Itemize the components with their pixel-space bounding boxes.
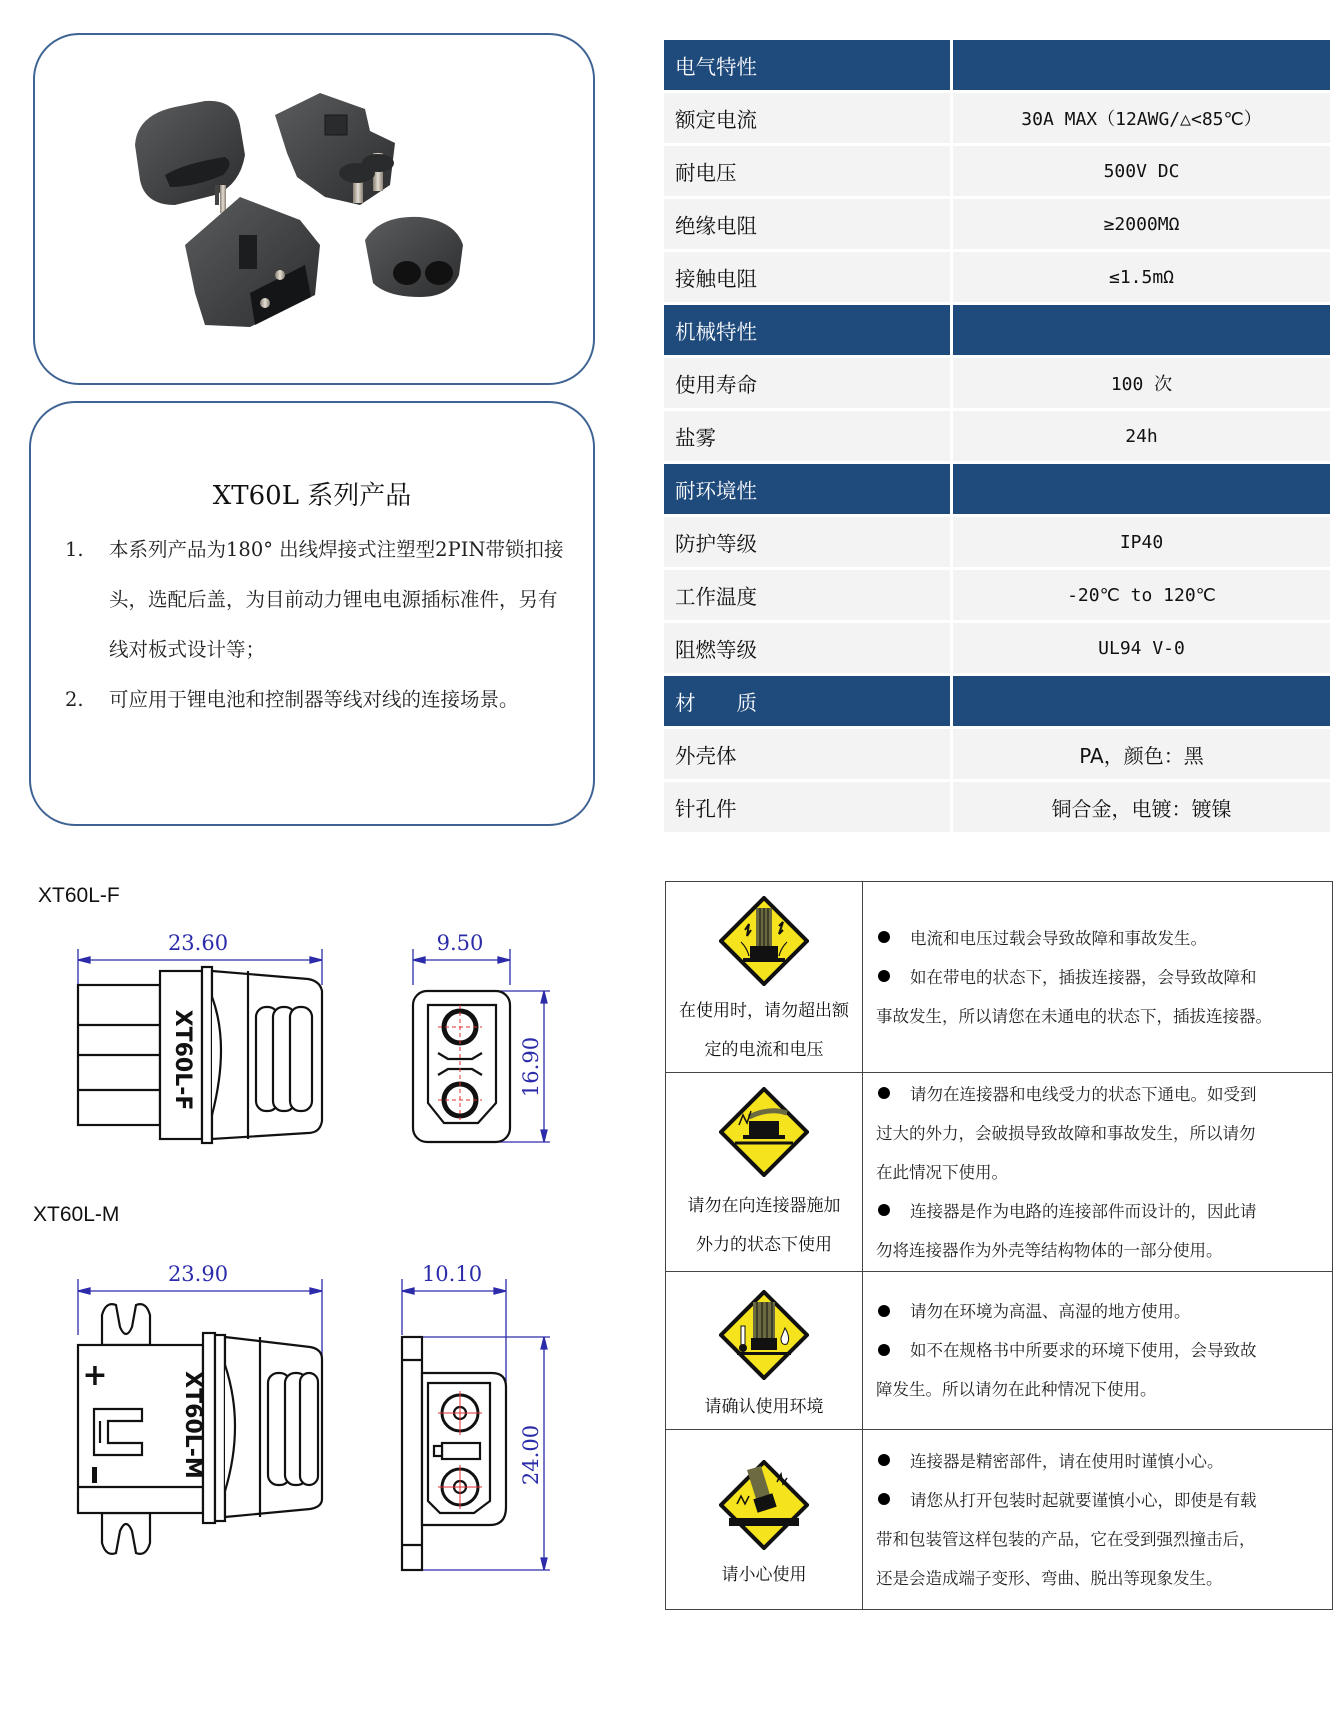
warning-line: 事故发生，所以请您在未通电的状态下，插拔连接器。 <box>876 1006 1272 1026</box>
spec-value: -20℃ to 120℃ <box>1067 584 1216 606</box>
warning-line: 如在带电的状态下，插拔连接器，会导致故障和 <box>876 958 1324 997</box>
female-rear-cap <box>135 101 245 205</box>
spec-row <box>664 782 1330 832</box>
warning-caption: 请小心使用 <box>721 1565 807 1585</box>
series-title: XT60L 系列产品 <box>212 481 412 511</box>
product-description-panel <box>29 401 595 826</box>
warning-line: 如不在规格书中所要求的环境下使用，会导致故 <box>876 1331 1324 1370</box>
female-model-label: XT60L-F <box>38 884 120 907</box>
item-text: 本系列产品为180° 出线焊接式注塑型2PIN带锁扣接头，选配后盖，为目前动力锂电电源插标准件，另有线对板式设计等； <box>109 538 564 661</box>
overload-warning-icon <box>719 896 809 986</box>
warning-line: 请您从打开包装时起就要谨慎小心，即使是有载 <box>876 1481 1324 1520</box>
female-dimension-drawing <box>60 925 580 1180</box>
male-width-dim: 10.10 <box>421 1262 483 1286</box>
description-item <box>65 525 565 675</box>
bullet-icon <box>878 931 890 943</box>
product-photo-panel <box>33 33 595 385</box>
description-list <box>65 525 565 725</box>
description-item <box>65 675 565 725</box>
male-side-marking: XT60L-M <box>180 1371 205 1479</box>
spec-value: 100 次 <box>1110 374 1173 395</box>
warning-row-external-force <box>666 1073 1332 1272</box>
connector-product-photo-icon <box>35 35 592 382</box>
spec-value: IP40 <box>1119 531 1164 553</box>
spec-value: 铜合金，电镀：镀镍 <box>953 782 1330 832</box>
female-housing <box>185 185 320 327</box>
spec-row <box>664 517 1330 567</box>
spec-label: 工作温度 <box>664 570 950 620</box>
handle-with-care-warning-icon <box>719 1460 809 1550</box>
spec-row <box>664 358 1330 408</box>
spec-table <box>664 40 1330 835</box>
warning-line: 过大的外力，会破损导致故障和事故发生，所以请勿 <box>876 1123 1256 1143</box>
spec-row <box>664 570 1330 620</box>
spec-value: ≤1.5mΩ <box>1108 266 1175 288</box>
female-side-marking: XT60L-F <box>170 1009 195 1111</box>
item-number: 1. <box>65 538 84 561</box>
warning-line: 勿将连接器作为外壳等结构物体的一部分使用。 <box>876 1240 1223 1260</box>
section-row-environmental <box>664 464 1330 514</box>
male-housing <box>275 93 395 205</box>
male-model-label: XT60L-M <box>33 1203 120 1226</box>
bullet-icon <box>878 1493 890 1505</box>
female-height-dim: 16.90 <box>519 1036 543 1098</box>
section-value <box>953 305 1330 355</box>
male-dimension-drawing <box>60 1255 580 1585</box>
warning-row-handle-with-care <box>666 1430 1332 1609</box>
warning-line: 连接器是作为电路的连接部件而设计的，因此请 <box>876 1192 1324 1231</box>
spec-row <box>664 729 1330 779</box>
spec-value: 24h <box>1125 425 1158 447</box>
spec-label: 额定电流 <box>664 93 950 143</box>
warning-caption: 请勿在向连接器施加 外力的状态下使用 <box>687 1196 841 1255</box>
warning-line: 带和包装管这样包装的产品，它在受到强烈撞击后， <box>876 1529 1256 1549</box>
warning-caption: 请确认使用环境 <box>704 1397 824 1417</box>
section-value <box>953 40 1330 90</box>
spec-label: 绝缘电阻 <box>664 199 950 249</box>
section-label: 耐环境性 <box>664 464 950 514</box>
plus-marking: + <box>82 1358 108 1393</box>
warning-line: 请勿在环境为高温、高湿的地方使用。 <box>876 1292 1324 1331</box>
male-height-dim: 24.00 <box>519 1424 543 1486</box>
spec-label: 接触电阻 <box>664 252 950 302</box>
spec-row <box>664 623 1330 673</box>
environment-warning-icon <box>719 1290 809 1380</box>
bullet-icon <box>878 1344 890 1356</box>
spec-label: 阻燃等级 <box>664 623 950 673</box>
female-length-dim: 23.60 <box>167 931 229 955</box>
section-label: 机械特性 <box>664 305 950 355</box>
spec-value: ≥2000MΩ <box>1103 213 1180 235</box>
warning-line: 还是会造成端子变形、弯曲、脱出等现象发生。 <box>876 1568 1223 1588</box>
bullet-icon <box>878 970 890 982</box>
warning-line: 请勿在连接器和电线受力的状态下通电。如受到 <box>876 1075 1324 1114</box>
minus-marking-bar <box>92 1467 97 1483</box>
section-row-mechanical <box>664 305 1330 355</box>
warnings-table <box>665 881 1333 1610</box>
warning-caption: 在使用时，请勿超出额 定的电流和电压 <box>679 1001 849 1060</box>
spec-label: 针孔件 <box>664 782 950 832</box>
item-number: 2. <box>65 688 84 711</box>
male-length-dim: 23.90 <box>167 1262 229 1286</box>
warning-line: 电流和电压过载会导致故障和事故发生。 <box>876 919 1324 958</box>
section-label: 电气特性 <box>664 40 950 90</box>
external-force-warning-icon <box>719 1087 809 1177</box>
warning-row-environment <box>666 1272 1332 1430</box>
female-width-dim: 9.50 <box>436 931 484 955</box>
spec-label: 耐电压 <box>664 146 950 196</box>
spec-row <box>664 199 1330 249</box>
spec-label: 使用寿命 <box>664 358 950 408</box>
spec-value: UL94 V-0 <box>1098 637 1185 659</box>
spec-row <box>664 411 1330 461</box>
spec-label: 盐雾 <box>664 411 950 461</box>
bullet-icon <box>878 1204 890 1216</box>
section-row-electrical <box>664 40 1330 90</box>
spec-row <box>664 93 1330 143</box>
warning-row-overload <box>666 882 1332 1073</box>
spec-label: 防护等级 <box>664 517 950 567</box>
spec-value: PA，颜色：黑 <box>953 729 1330 779</box>
section-label: 材 质 <box>664 676 950 726</box>
section-row-material <box>664 676 1330 726</box>
warning-line: 障发生。所以请勿在此种情况下使用。 <box>876 1380 1157 1399</box>
section-value <box>953 676 1330 726</box>
spec-row <box>664 146 1330 196</box>
spec-value: 500V DC <box>1103 160 1180 182</box>
section-value <box>953 464 1330 514</box>
spec-label: 外壳体 <box>664 729 950 779</box>
male-rear-cap <box>365 217 463 297</box>
bullet-icon <box>878 1454 890 1466</box>
item-text: 可应用于锂电池和控制器等线对线的连接场景。 <box>109 688 519 711</box>
spec-row <box>664 252 1330 302</box>
spec-value: 30A MAX（12AWG/△<85℃） <box>1021 109 1262 130</box>
bullet-icon <box>878 1305 890 1317</box>
warning-line: 连接器是精密部件，请在使用时谨慎小心。 <box>876 1442 1324 1481</box>
warning-line: 在此情况下使用。 <box>876 1162 1008 1182</box>
bullet-icon <box>878 1087 890 1099</box>
